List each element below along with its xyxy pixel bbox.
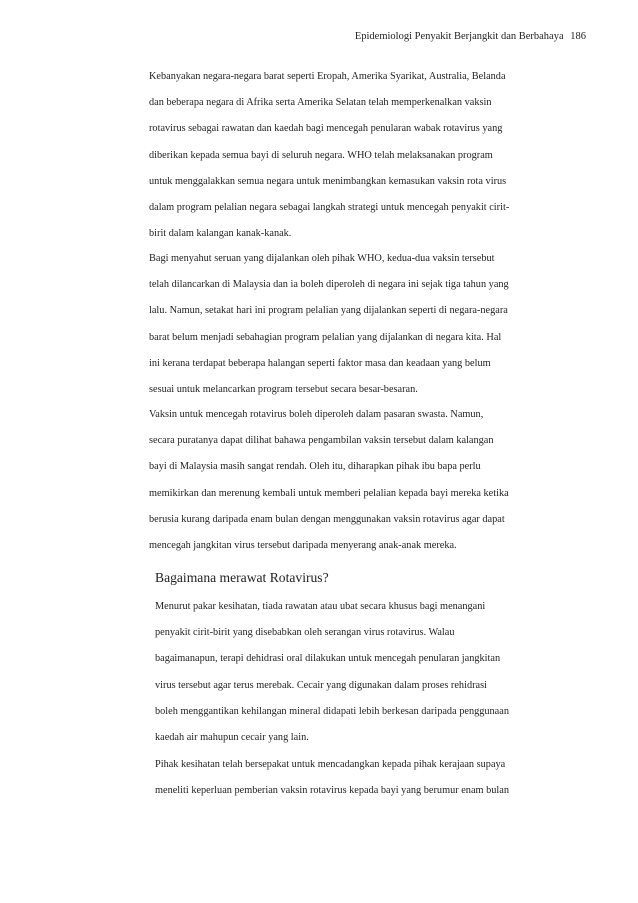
paragraph-1: [149, 71, 589, 254]
running-header: [355, 31, 586, 42]
text-line: penyakit cirit-birit yang disebabkan oleh serangan virus rotavirus. Walau: [155, 627, 455, 639]
text-line: virus tersebut agar terus merebak. Cecair yang digunakan dalam proses rehidrasi: [155, 679, 487, 691]
text-line: Vaksin untuk mencegah rotavirus boleh diperoleh dalam pasaran swasta. Namun,: [149, 409, 484, 420]
section-paragraph-1: [155, 601, 595, 758]
text-line: kaedah air mahupun cecair yang lain.: [155, 731, 309, 743]
paragraph-3: [149, 409, 589, 566]
text-line: bayi di Malaysia masih sangat rendah. Oleh itu, diharapkan pihak ibu bapa perlu: [149, 461, 481, 473]
text-line: telah dilancarkan di Malaysia dan ia boleh diperoleh di negara ini sejak tiga tahun yang: [149, 279, 509, 291]
text-line: Bagi menyahut seruan yang dijalankan oleh pihak WHO, kedua-dua vaksin tersebut: [149, 253, 495, 264]
running-title: Epidemiologi Penyakit Berjangkit dan Berbahaya: [354, 31, 564, 42]
text-line: mencegah jangkitan virus tersebut daripada menyerang anak-anak mereka.: [149, 539, 457, 551]
text-line: lalu. Namun, setakat hari ini program pelalian yang dijalankan seperti di negara-negara: [149, 305, 508, 317]
text-line: dan beberapa negara di Afrika serta Amerika Selatan telah memperkenalkan vaksin: [149, 97, 492, 109]
text-line: secara puratanya dapat dilihat bahawa pengambilan vaksin tersebut dalam kalangan: [149, 435, 494, 447]
text-line: rotavirus sebagai rawatan dan kaedah bagi mencegah penularan wabak rotavirus yang: [149, 123, 503, 135]
text-line: boleh menggantikan kehilangan mineral didapati lebih berkesan daripada penggunaan: [155, 705, 509, 717]
text-line: bagaimanapun, terapi dehidrasi oral dilakukan untuk mencegah penularan jangkitan: [155, 653, 501, 665]
paragraph-2: [149, 253, 589, 410]
text-line: untuk menggalakkan semua negara untuk menimbangkan kemasukan vaksin rota virus: [149, 175, 507, 187]
text-line: birit dalam kalangan kanak-kanak.: [149, 228, 292, 240]
text-line: barat belum menjadi sebahagian program pelalian yang dijalankan di negara kita. Hal: [149, 331, 502, 343]
text-line: sesuai untuk melancarkan program tersebut secara besar-besaran.: [149, 383, 418, 395]
text-line: ini kerana terdapat beberapa halangan seperti faktor masa dan keadaan yang belum: [149, 357, 491, 369]
section-paragraph-2: [155, 759, 595, 811]
text-line: Pihak kesihatan telah bersepakat untuk mencadangkan kepada pihak kerajaan supaya: [155, 759, 506, 770]
text-line: berusia kurang daripada enam bulan dengan menggunakan vaksin rotavirus agar dapat: [149, 513, 505, 525]
section-heading: Bagaimana merawat Rotavirus?: [155, 570, 329, 585]
text-line: diberikan kepada semua bayi di seluruh negara. WHO telah melaksanakan program: [149, 149, 493, 161]
text-line: dalam program pelalian negara sebagai langkah strategi untuk mencegah penyakit cirit-: [149, 201, 510, 213]
text-line: Kebanyakan negara-negara barat seperti Eropah, Amerika Syarikat, Australia, Belanda: [149, 71, 506, 82]
text-line: Menurut pakar kesihatan, tiada rawatan atau ubat secara khusus bagi menangani: [155, 601, 486, 612]
text-line: meneliti keperluan pemberian vaksin rotavirus kepada bayi yang berumur enam bulan: [155, 785, 509, 797]
text-line: memikirkan dan merenung kembali untuk memberi pelalian kepada bayi mereka ketika: [149, 487, 509, 499]
page-number: 186: [570, 31, 586, 42]
